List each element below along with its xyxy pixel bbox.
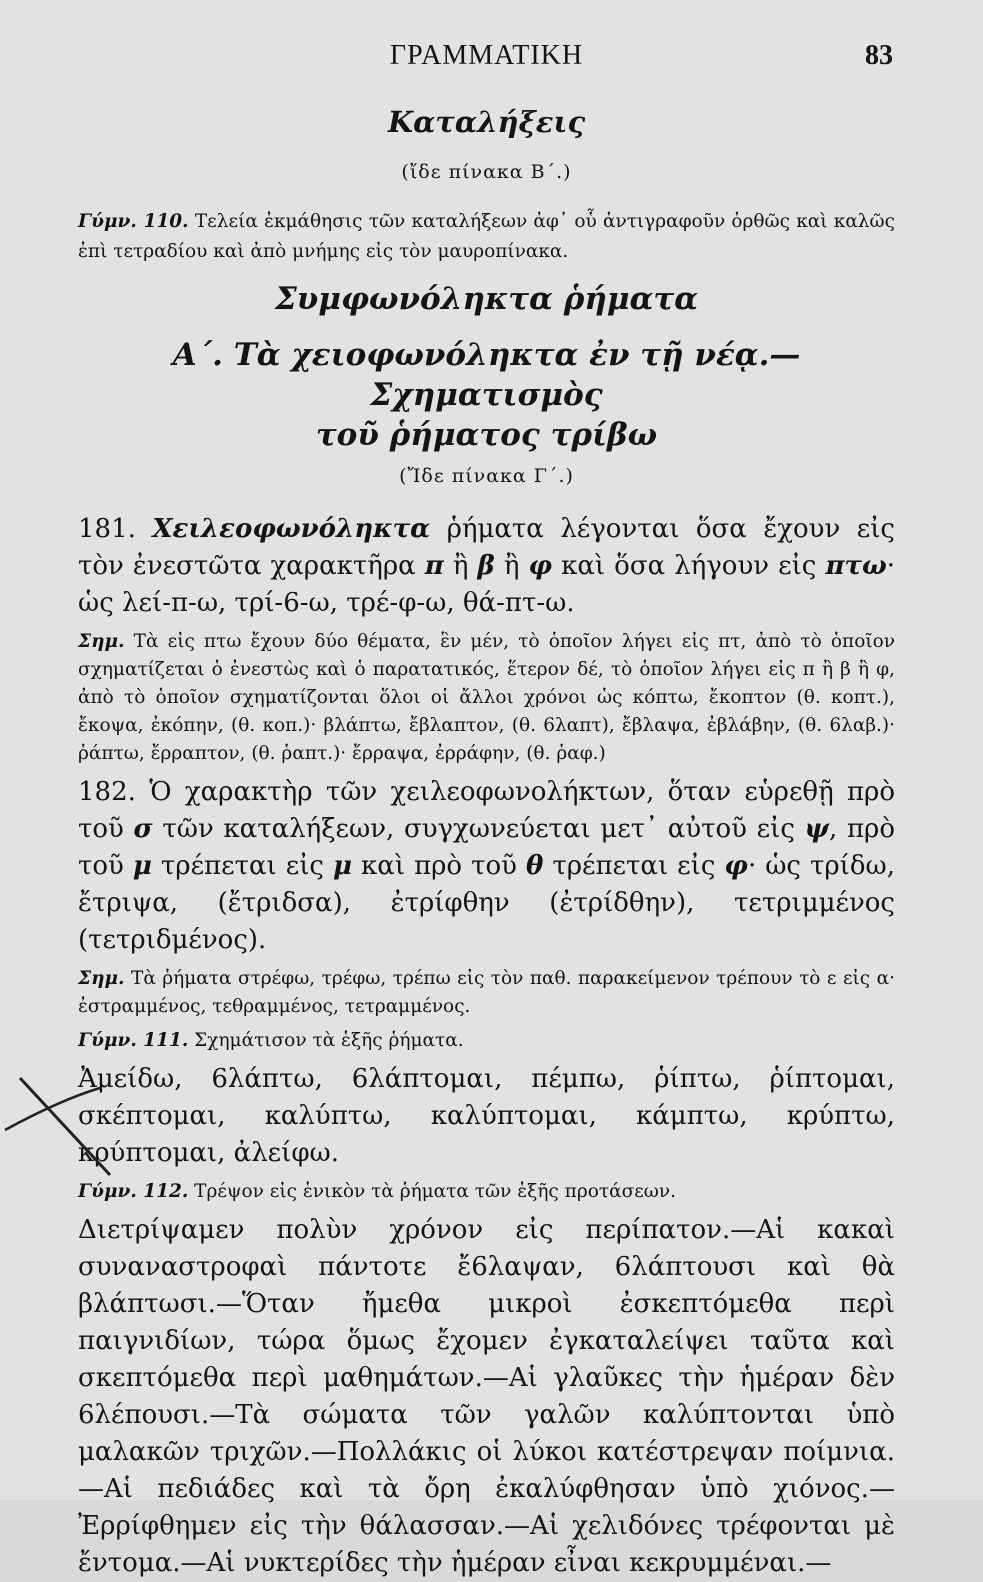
exercise-instruction: Σχημάτισον τὰ ἑξῆς ῥήματα. <box>188 1030 464 1051</box>
text-run: , πρὸ τοῦ <box>78 814 895 881</box>
section-title-endings: Καταλήξεις <box>387 105 586 139</box>
letter-bold: θ <box>525 851 544 881</box>
text-run: τρέπεται εἰς <box>543 851 725 881</box>
exercise-111-heading <box>78 1027 895 1055</box>
text-run: · ὡς λεί-π-ω, τρί-6-ω, τρέ-φ-ω, θά-πτ-ω. <box>78 551 895 618</box>
exercise-label: Γύμν. 112. <box>78 1181 189 1202</box>
text-run: τῶν καταλήξεων, συγχωνεύεται μετ᾽ αὐτοῦ εἰς <box>152 814 805 844</box>
exercise-text: Τελεία ἐκμάθησις τῶν καταλήξεων ἀφ᾽ οὗ ἀντιγραφοῦν ὀρθῶς καὶ καλῶς ἐπὶ τετραδίου καὶ ἀπὸ μνήμης εἰς τὸν μαυροπίνακα. <box>78 211 895 262</box>
paragraph-181 <box>78 511 895 622</box>
note-182 <box>78 965 895 1021</box>
table-reference: (ἴδε πίνακα Β΄.) <box>401 161 572 183</box>
note-text: Τὰ εἰς πτω ἔχουν δύο θέματα, ἓν μέν, τὸ ὁποῖον λήγει εἰς πτ, ἀπὸ τὸ ὁποῖον σχηματίζεται ὁ ἐνεστὼς καὶ ὁ παρατατικός, ἕτερον δέ, τὸ ὁποῖον λήγει εἰς π ἢ β ἢ φ, ἀπὸ τὸ ὁποῖον σχηματίζονται ὅλοι οἱ ἄλλοι χρόνοι ὡς κόπτω, ἔκοπτον (θ. κοπτ.), ἔκοψα, ἐκόπην, (θ. κοπ.)· βλάπτω, ἔβλαπτον, (θ. 6λαπτ), ἔβλαψα, ἐβλάβην, (θ. 6λαβ.)· ῥάπτω, ἔρραπτον, (θ. ῥαπτ.)· ἔρραψα, ἐρράφην, (θ. ῥαφ.) <box>78 631 895 764</box>
text-run: ἢ <box>443 551 478 581</box>
running-title: ΓΡΑΜΜΑΤΙΚΗ <box>389 40 584 71</box>
text-run: Ὁ χαρακτὴρ τῶν χειλεοφωνολήκτων, ὅταν εὑρεθῇ πρὸ τοῦ <box>78 777 895 844</box>
paragraph-number: 181. <box>78 514 136 544</box>
table-reference-2: (Ἴδε πίνακα Γ΄.) <box>399 465 574 487</box>
page-number: 83 <box>865 40 893 71</box>
paragraph-number: 182. <box>78 777 136 807</box>
exercise-instruction: Τρέψον εἰς ἑνικὸν τὰ ῥήματα τῶν ἑξῆς προτάσεων. <box>188 1181 676 1202</box>
letter-bold: μ <box>333 851 353 881</box>
pen-stroke <box>5 1088 100 1130</box>
text-run: τρέπεται εἰς <box>151 851 333 881</box>
subsection-title-line1: Α΄. Τὰ χειοφωνόληκτα ἐν τῇ νέᾳ.—Σχηματισμὸς <box>172 337 801 413</box>
paragraph-182 <box>78 774 895 959</box>
text-run: ῥήματα λέγονται ὅσα ἔχουν εἰς τὸν ἐνεστῶτα χαρακτῆρα <box>78 514 895 581</box>
exercise-112-text: Διετρίψαμεν πολὺν χρόνον εἰς περίπατον.—Αἱ κακαὶ συναναστροφαὶ πάντοτε ἔ6λαψαν, 6λάπτουσι καὶ θὰ βλάπτωσι.—Ὅταν ἤμεθα μικροὶ ἐσκεπτόμεθα περὶ παιγνιδίων, τώρα ὅμως ἔχομεν ἐγκαταλείψει ταῦτα καὶ σκεπτόμεθα περὶ μαθημάτων.—Αἱ γλαῦκες τὴν ἡμέραν δὲν 6λέπουσι.—Τὰ σώματα τῶν γαλῶν καλύπτονται ὑπὸ μαλακῶν τριχῶν.—Πολλάκις οἱ λύκοι κατέστρεψαν ποίμνια.—Αἱ πεδιάδες καὶ τὰ ὄρη ἐκαλύφθησαν ὑπὸ χιόνος.—Ἐρρίφθημεν εἰς τὴν θάλασσαν.—Αἱ χελιδόνες τρέφονται μὲ ἔντομα.—Αἱ νυκτερίδες τὴν ἡμέραν εἶναι κεκρυμμέναι.— <box>78 1215 895 1578</box>
letter-bold: ψ <box>804 814 830 844</box>
ending-bold: πτω <box>825 551 887 581</box>
page-content <box>78 105 895 1582</box>
note-label: Σημ. <box>78 968 125 989</box>
section-title-consonant-verbs: Συμφωνόληκτα ῥήματα <box>274 281 699 317</box>
pen-cross-mark <box>0 1070 140 1190</box>
exercise-110 <box>78 207 895 267</box>
exercise-label: Γύμν. 111. <box>78 1030 189 1051</box>
exercise-111-text: Ἀμείδω, 6λάπτω, 6λάπτομαι, πέμπω, ῥίπτω, ῥίπτομαι, σκέπτομαι, καλύπτω, καλύπτομαι, κάμπτω, κρύπτω, κρύπτομαι, ἀλείφω. <box>78 1064 895 1168</box>
text-run: καὶ ὅσα λήγουν εἰς <box>552 551 826 581</box>
subsection-title-line2: τοῦ ῥήματος τρίβω <box>315 417 658 453</box>
text-run: καὶ πρὸ τοῦ <box>352 851 526 881</box>
letter-bold: φ <box>724 851 748 881</box>
exercise-label: Γύμν. 110. <box>78 211 189 232</box>
letter-bold: μ <box>132 851 152 881</box>
note-text: Τὰ ῥήματα στρέφω, τρέφω, τρέπω εἰς τὸν παθ. παρακείμενον τρέπουν τὸ ε εἰς α· ἐστραμμένος, τεθραμμένος, τετραμμένος. <box>78 968 895 1017</box>
pen-stroke <box>20 1078 110 1175</box>
letter-bold: π <box>424 551 444 581</box>
note-181 <box>78 628 895 768</box>
exercise-112-heading <box>78 1178 895 1206</box>
letter-bold: φ <box>528 551 553 581</box>
letter-bold: β <box>477 551 495 581</box>
text-run: · ὡς τρίδω, ἔτριψα, (ἔτριδσα), ἐτρίφθην (ἐτρίδθην), τετριμμένος (τετριδμένος). <box>78 851 895 955</box>
term-bold: Χειλεοφωνόληκτα <box>152 514 431 544</box>
letter-bold: σ <box>133 814 153 844</box>
subsection-title <box>78 335 895 455</box>
text-run: ἢ <box>494 551 529 581</box>
running-head <box>80 40 893 80</box>
note-label: Σημ. <box>78 631 125 652</box>
